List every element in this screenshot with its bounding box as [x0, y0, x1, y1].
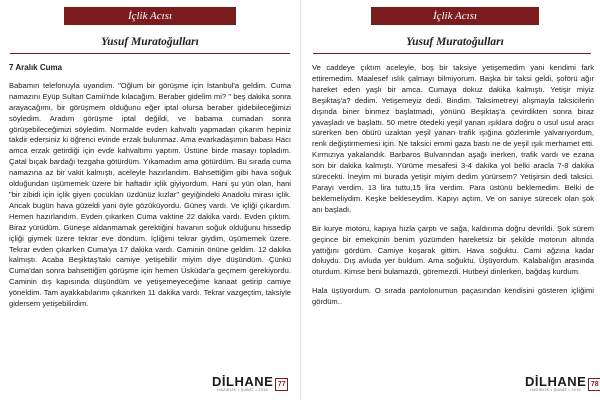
date-heading: 7 Aralık Cuma: [9, 63, 63, 72]
page-footer: [525, 376, 600, 393]
article-body: [9, 63, 291, 318]
paragraph: Hala üşüyordum. O sırada pantolonumun paçasından kendisini gösteren içliğimi gördüm..: [312, 286, 594, 307]
right-page: [300, 0, 600, 400]
logo-subtitle: HAZIRLIK • ŞUBAT • 2019: [217, 388, 268, 392]
divider: [313, 53, 591, 54]
logo-text: DİLHANE: [212, 374, 274, 389]
paragraph: Bir kurye motoru, kapıya hızla çarptı ve sağa, kaldırıma doğru devrildi. Şok sürem geçince bir emekçinin benim yüzümden hareketsiz bir şekilde motorun altında yattığını gördüm. Camiye koşarak gittim. Hava soğuktu. Cami ağzına kadar doluydu. Dış avluda yer buldum. Ama soğuktu. Üşüyordum. Kalabalığın arasında oturdum. Kimse beni bulamazdı, göremezdi. Hutbeyi dinlerken, bağdaş kurdum.: [312, 223, 594, 277]
logo-text: DİLHANE: [525, 374, 587, 389]
page-footer: [212, 376, 288, 393]
paragraph: Babamın telefonuyla uyandım. "Oğlum bir görüşme için İstanbul'a geldim. Cuma namazını Eyüp Sultan Camii'nde kılacağım. Beraber gidelim mi? " beş dakika sonra arayacağımı, bir görüşmem olduğunu eğer iptal olursa beraber gidebileceğimizi söyledim. Aradım görüşme iptal değildi, ve babama cumadan sonra görüşebileceğimizi söyledim. Normalde evden kahvaltı yapmadan çıkarım hepiniz takdir edersiniz ki öğrenci evinde erzak bulunmaz. Ama evarkadaşımın babası Hacı amca erzak getirdiği için evde kahvaltımı yaptım. Üstüne birde masayı topladım. Çatal bıçak bardağı tezgaha götürdüm. Yıkamadım ama götürdüm. Bu sırada cuma namazına az bir vakit kalmıştı, aceleyle hazırlandım. Bahsettiğim gibi hava soğuk olduğundan üşümemek üzere bir haftadır içlik giyiyordum. Hani şu yün olan, hani "bir zibidi için içlik giyen çocukları üzdünüz kızlar" geyiğindeki Anadolu mirası içlik. Ancak bugün hava güzeldi yani öyle gözüküyordu. Güneş vardı. Ve içliği çıkardım. Hemen hazırlandım. Evden çıkarken Cuma vaktine 22 dakika vardı. Evden çıktım. Biraz yürüdüm. Güneşe aldanmamak gerektiğini havanın soğuk olduğunu hissedip içliği giymek üzere tekrar eve döndüm. İçliğimi tekrar giydim, üşümemek üzere. Tekrar evden çıkarken Cuma'ya 17 dakika vardı. Caminin önüne geldim. 12 dakika kalmıştı. Acaba Beşiktaş'taki camiye yetişebilir miyim diye düşündüm. Çünkü Cuma'dan sonra bahsettiğim görüşme için hemen Üsküdar'a geçmem gerekiyordu. Caminin dış kapısında düşündüm ve yetişemeyeceğime kanaat getirip camiye yöneldim. Tam ayakkabılarımı çıkarırken 11 dakika vardı. Tekrar vazgeçtim, taksiyle gidersem yetişebilirdim.: [9, 80, 291, 309]
paragraph: Ve caddeye çıktım aceleyle, boş bir taksiye yetişemedim yani kendimi fark ettiremedim. Maalesef ıslık çalmayı bilmiyorum. Başka bir taksi geldi, şoförü ağır hareket eden yaşlı bir amca. Cumaya dokuz dakika kalmıştı. Yetişir miyiz Beşiktaş'a? dedim. Yetişemeyiz dedi. Bindim. Taksimetreyi alışmayla taksicilerin dışında biner binmez başlatmadı, yönünü Beşiktaş'a çevirdikten sonra biraz yavaşladı ve başlattı. 50 metre ötedeki yeşil yanan ışıklara doğru o usul usul aracı sürerken ben öbürü uzaktan yeşil yanan trafik ışığına gözlerimle yalvarıyordum, renk değiştirmemesi için. Ne taksici emmi gaza bastı ne de yeşil ışık merhamet etti. Kırmızıya yakalandık. Barbaros Bulvarından aşağı inerken, trafik vardı ve ezana son bir dakika kalmıştı. Yürüme mesafesi 3-4 dakika yol belki aracla 7-8 dakika sürecekti. İneyim mi burada yetişir miyim dedim yürürsem? Yetişirsin dedi taksici. Parayı verdim. 13 lira tuttu,15 lira verdim. Para üstünü beklemedim. Belki de beklemeliydim. Keşke bekleseydim. Kapıyı açtım. Ve on saniye sürecek olan şok anı başladı.: [312, 63, 594, 214]
divider: [10, 53, 290, 54]
logo-subtitle: HAZIRLIK • ŞUBAT • 2019: [530, 388, 581, 392]
section-banner: İçlik Acısı: [64, 7, 236, 25]
author-name: Yusuf Muratoğulları: [101, 36, 199, 48]
article-body: [312, 63, 594, 316]
author-name: Yusuf Muratoğulları: [406, 36, 504, 48]
section-banner: İçlik Acısı: [371, 7, 539, 25]
magazine-logo: [525, 376, 586, 393]
page-number: 77: [275, 378, 288, 391]
magazine-logo: [212, 376, 273, 393]
page-number: 78: [588, 378, 600, 391]
